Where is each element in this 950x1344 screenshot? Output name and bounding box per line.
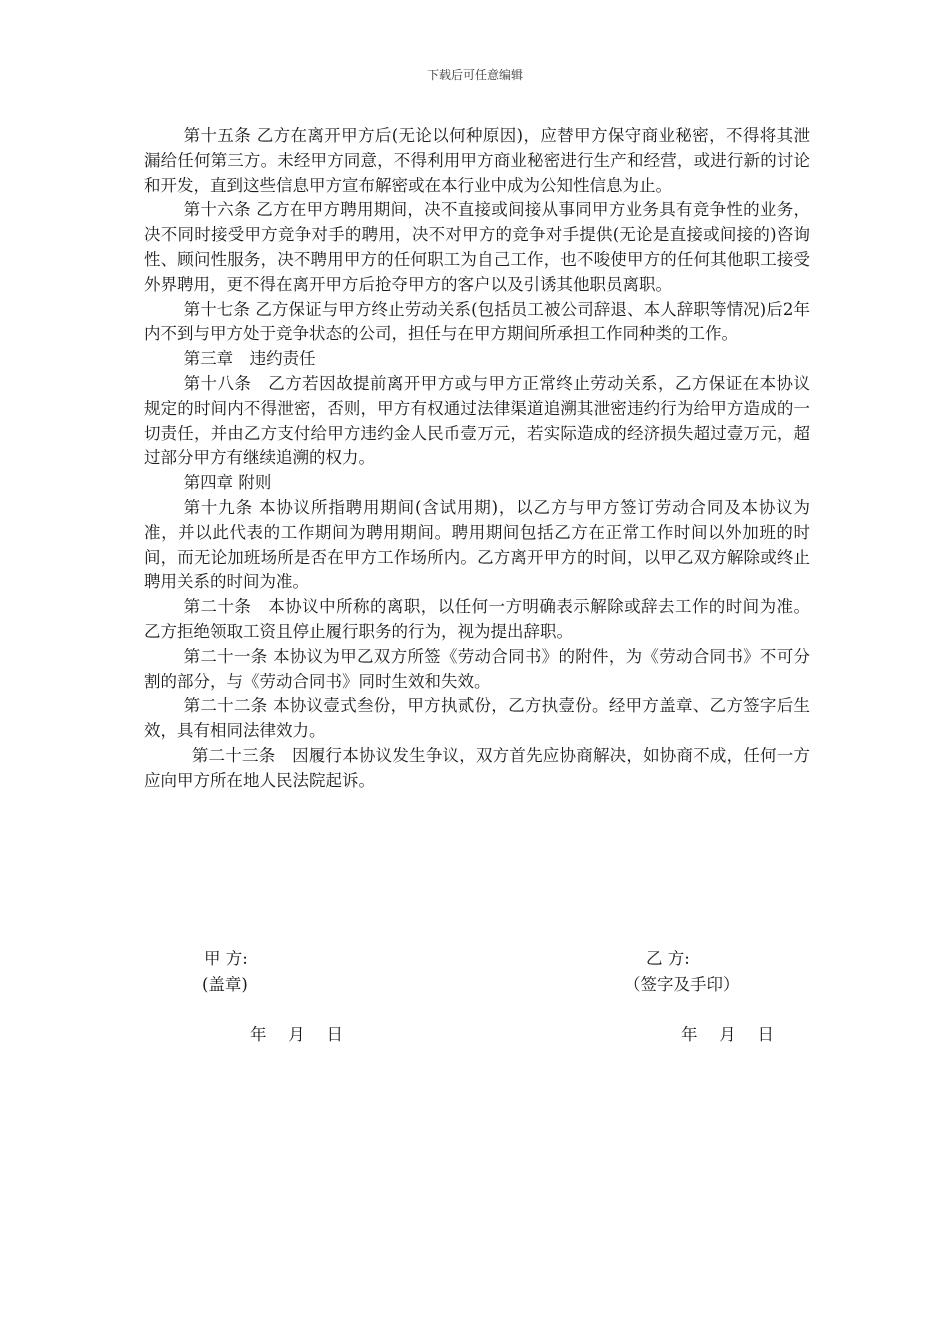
party-a-date: 年 月 日: [250, 1025, 343, 1044]
document-body: [144, 124, 810, 794]
party-b-label: 乙 方:: [646, 949, 690, 968]
article-21: 第二十一条 本协议为甲乙双方所签《劳动合同书》的附件，为《劳动合同书》不可分割的部分，与《劳动合同书》同时生效和失效。: [144, 646, 810, 691]
party-b-sign-note: （签字及手印）: [624, 975, 740, 994]
article-22: 第二十二条 本协议壹式叁份，甲方执贰份，乙方执壹份。经甲方盖章、乙方签字后生效，具有相同法律效力。: [144, 696, 810, 741]
article-15: 第十五条 乙方在离开甲方后(无论以何种原因)，应替甲方保守商业秘密，不得将其泄漏给任何第三方。未经甲方同意，不得利用甲方商业秘密进行生产和经营，或进行新的讨论和开发，直到这些信息甲方宣布解密或在本行业中成为公知性信息为止。: [144, 126, 810, 195]
party-a-label: 甲 方:: [204, 949, 248, 968]
article-17: 第十七条 乙方保证与甲方终止劳动关系(包括员工被公司辞退、本人辞职等情况)后2年内不到与甲方处于竞争状态的公司，担任与在甲方期间所承担工作同种类的工作。: [144, 299, 810, 344]
article-20: 第二十条 本协议中所称的离职，以任何一方明确表示解除或辞去工作的时间为准。乙方拒绝领取工资且停止履行职务的行为，视为提出辞职。: [144, 597, 810, 641]
party-b-date: 年 月 日: [681, 1025, 774, 1044]
article-16: 第十六条 乙方在甲方聘用期间，决不直接或间接从事同甲方业务具有竞争性的业务，决不同时接受甲方竞争对手的聘用，决不对甲方的竞争对手提供(无论是直接或间接的)咨询性、顾问性服务，决不聘用甲方的任何职工为自己工作，也不唆使甲方的任何其他职工接受外界聘用，更不得在离开甲方后抢夺甲方的客户以及引诱其他职员离职。: [144, 200, 810, 294]
article-23: 第二十三条 因履行本协议发生争议，双方首先应协商解决，如协商不成，任何一方应向甲方所在地人民法院起诉。: [144, 745, 810, 790]
article-18: 第十八条 乙方若因故提前离开甲方或与甲方正常终止劳动关系，乙方保证在本协议规定的时间内不得泄密，否则，甲方有权通过法律渠道追溯其泄密违约行为给甲方造成的一切责任，并由乙方支付给甲方违约金人民币壹万元，若实际造成的经济损失超过壹万元，超过部分甲方有继续追溯的权力。: [144, 373, 810, 468]
page-header: 下载后可任意编辑: [426, 68, 523, 82]
chapter-4-heading: 第四章 附则: [183, 473, 272, 493]
chapter-3-heading: 第三章 违约责任: [183, 349, 316, 369]
article-19: 第十九条 本协议所指聘用期间(含试用期)，以乙方与甲方签订劳动合同及本协议为准，并以此代表的工作期间为聘用期间。聘用期间包括乙方在正常工作时间以外加班的时间，而无论加班场所是否在甲方工作场所内。乙方离开甲方的时间，以甲乙双方解除或终止聘用关系的时间为准。: [144, 497, 810, 592]
party-a-seal-note: (盖章): [202, 975, 248, 994]
